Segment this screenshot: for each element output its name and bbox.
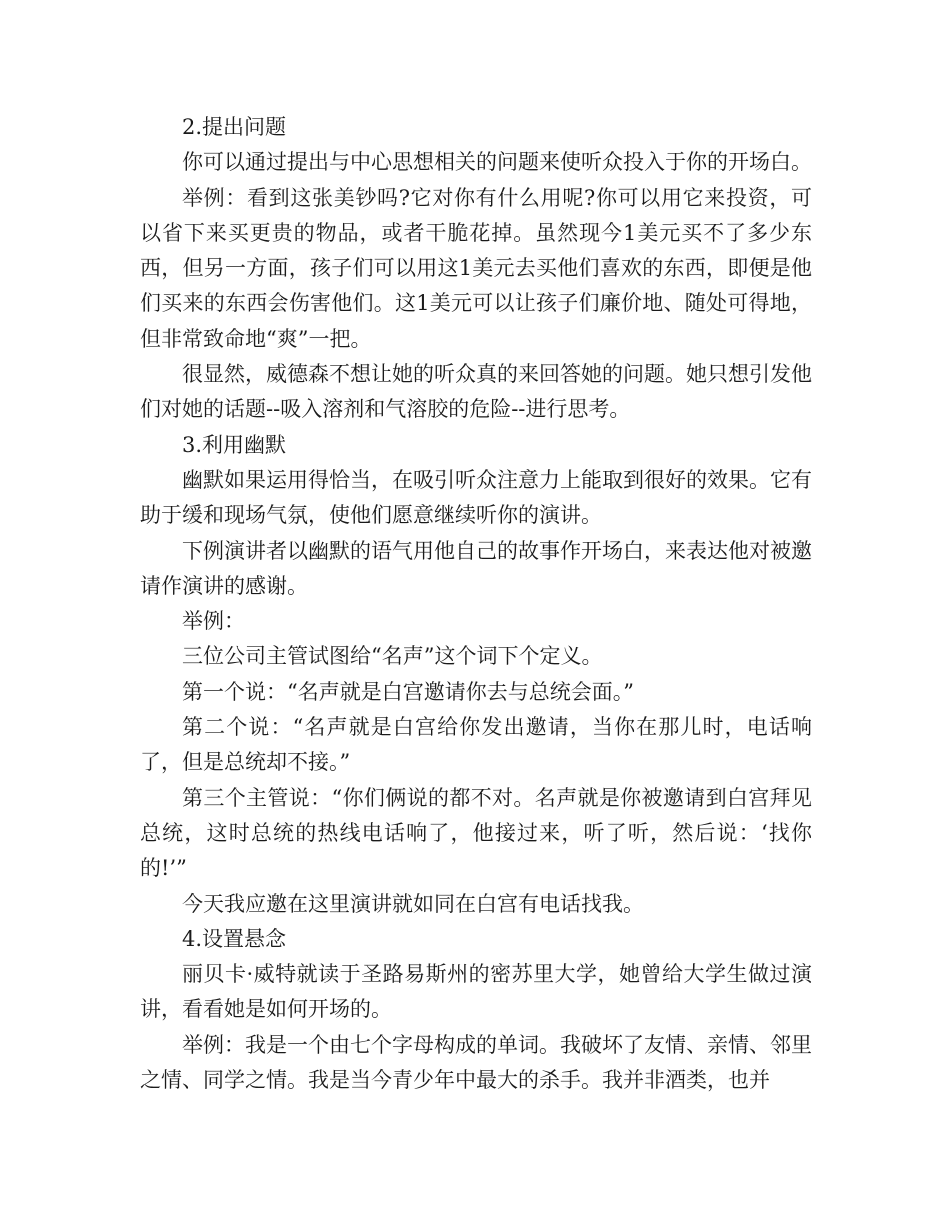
paragraph-weidesen-comment: 很显然，威德森不想让她的听众真的来回答她的问题。她只想引发他们对她的话题--吸入溶剂和气溶胶的危险--进行思考。: [140, 362, 812, 422]
paragraph-humor-punchline: 今天我应邀在这里演讲就如同在白宫有电话找我。: [182, 891, 644, 916]
paragraph-humor-example-intro: 下例演讲者以幽默的语气用他自己的故事作开场白，来表达他对被邀请作演讲的感谢。: [140, 538, 812, 598]
paragraph-second-executive: 第二个说：“名声就是白宫给你发出邀请，当你在那儿时，电话响了，但是总统却不接。”: [140, 715, 812, 775]
document-page: [140, 110, 812, 1098]
paragraph-example-label: 举例：: [182, 609, 245, 634]
paragraph-humor-intro: 幽默如果运用得恰当，在吸引听众注意力上能取到很好的效果。它有助于缓和现场气氛，使他们愿意继续听你的演讲。: [140, 467, 812, 528]
paragraph-suspense-example: 举例：我是一个由七个字母构成的单词。我破坏了友情、亲情、邻里之情、同学之情。我是当今青少年中最大的杀手。我并非酒类，也并: [140, 1032, 812, 1093]
heading-set-suspense: 4.设置悬念: [182, 926, 287, 951]
paragraph-first-executive: 第一个说：“名声就是白宫邀请你去与总统会面。”: [182, 679, 634, 704]
heading-use-humor: 3.利用幽默: [182, 432, 287, 457]
paragraph-rebecca-intro: 丽贝卡·威特就读于圣路易斯州的密苏里大学，她曾给大学生做过演讲，看看她是如何开场的。: [140, 962, 812, 1022]
paragraph-dollar-example: 举例：看到这张美钞吗?它对你有什么用呢?你可以用它来投资，可以省下来买更贵的物品，或者干脆花掉。虽然现今1美元买不了多少东西，但另一方面，孩子们可以用这1美元去买他们喜欢的东西，即便是他们买来的东西会伤害他们。这1美元可以让孩子们廉价地、随处可得地，但非常致命地“爽”一把。: [140, 185, 812, 351]
paragraph-fame-setup: 三位公司主管试图给“名声”这个词下个定义。: [182, 644, 603, 669]
paragraph-questions-intro: 你可以通过提出与中心思想相关的问题来使听众投入于你的开场白。: [182, 150, 812, 175]
heading-raise-questions: 2.提出问题: [182, 115, 287, 139]
paragraph-third-executive: 第三个主管说：“你们俩说的都不对。名声就是你被邀请到白宫拜见总统，这时总统的热线电话响了，他接过来，听了听，然后说：‘找你的!’”: [140, 785, 812, 881]
